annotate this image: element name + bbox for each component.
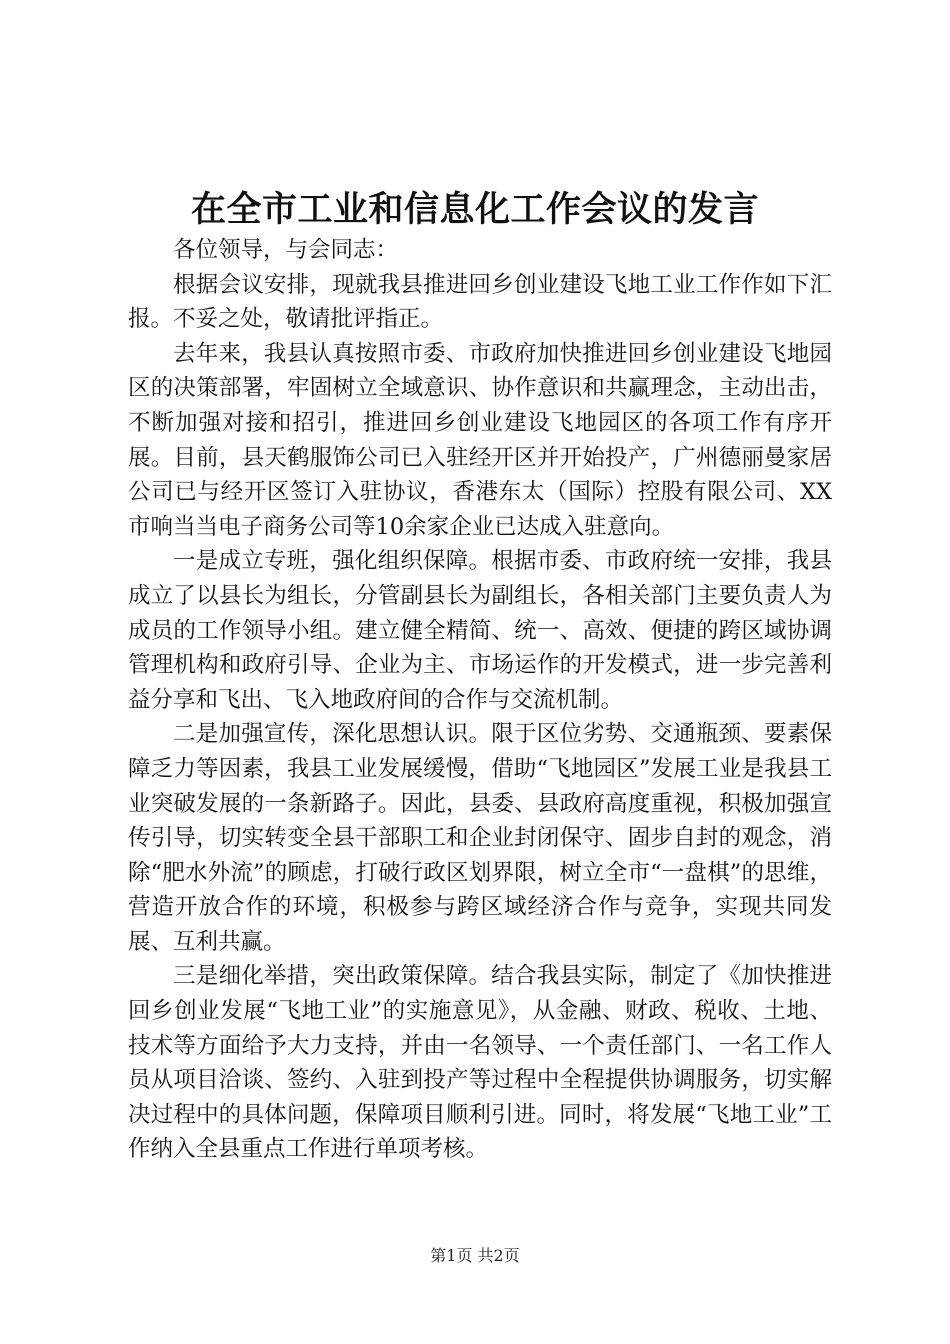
point-one-paragraph: 一是成立专班，强化组织保障。根据市委、市政府统一安排，我县成立了以县长为组长，分管副县长为副组长，各相关部门主要负责人为成员的工作领导小组。建立健全精简、统一、高效、便捷的跨区域协调管理机构和政府引导、企业为主、市场运作的开发模式，进一步完善利益分享和飞出、飞入地政府间的合作与交流机制。 (128, 548, 832, 713)
point-two-paragraph: 二是加强宣传，深化思想认识。限于区位劣势、交通瓶颈、要素保障乏力等因素，我县工业发展缓慢，借助“飞地园区”发展工业是我县工业突破发展的一条新路子。因此，县委、县政府高度重视，积极加强宣传引导，切实转变全县干部职工和企业封闭保守、固步自封的观念，消除“肥水外流”的顾虑，打破行政区划界限，树立全市“一盘棋”的思维，营造开放合作的环境，积极参与跨区域经济合作与竞争，实现共同发展、互利共赢。 (128, 721, 832, 955)
document-body (128, 233, 832, 1167)
page-number-footer: 第1页 共2页 (430, 1246, 520, 1265)
intro-paragraph: 根据会议安排，现就我县推进回乡创业建设飞地工业工作作如下汇报。不妥之处，敬请批评指正。 (128, 271, 832, 333)
point-three-paragraph: 三是细化举措，突出政策保障。结合我县实际，制定了《加快推进回乡创业发展“飞地工业”的实施意见》，从金融、财政、税收、土地、技术等方面给予大力支持，并由一名领导、一个责任部门、一名工作人员从项目洽谈、签约、入驻到投产等过程中全程提供协调服务，切实解决过程中的具体问题，保障项目顺利引进。同时，将发展“飞地工业”工作纳入全县重点工作进行单项考核。 (128, 963, 832, 1163)
overview-paragraph: 去年来，我县认真按照市委、市政府加快推进回乡创业建设飞地园区的决策部署，牢固树立全域意识、协作意识和共赢理念，主动出击，不断加强对接和招引，推进回乡创业建设飞地园区的各项工作有序开展。目前，县天鹤服饰公司已入驻经开区并开始投产，广州德丽曼家居公司已与经开区签订入驻协议，香港东太（国际）控股有限公司、XX市响当当电子商务公司等10余家企业已达成入驻意向。 (128, 340, 832, 540)
greeting-paragraph: 各位领导，与会同志： (173, 237, 399, 263)
document-title: 在全市工业和信息化工作会议的发言 (190, 189, 759, 230)
